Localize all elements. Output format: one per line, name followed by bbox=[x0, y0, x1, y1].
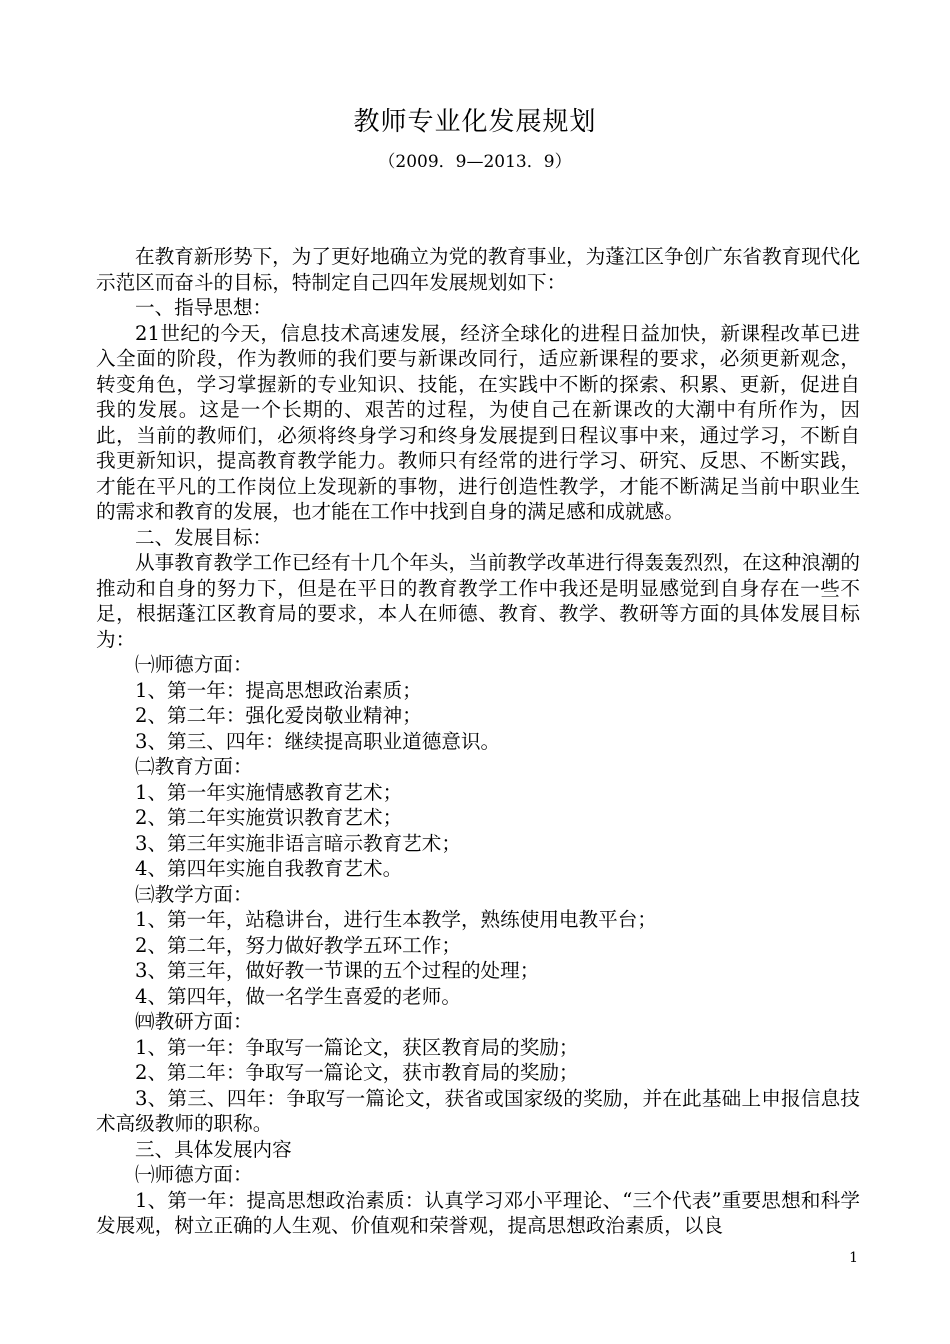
paragraph: 3、第三年，做好教一节课的五个过程的处理； bbox=[135, 959, 540, 982]
page-number: 1 bbox=[849, 1250, 858, 1266]
document-title: 教师专业化发展规划 bbox=[353, 107, 597, 137]
paragraph: 4、第四年，做一名学生喜爱的老师。 bbox=[135, 984, 461, 1008]
paragraph: ㈡教育方面： bbox=[135, 755, 253, 778]
paragraph: 1、第一年，站稳讲台，进行生本教学，熟练使用电教平台； bbox=[135, 908, 657, 931]
paragraph: ㈢教学方面： bbox=[135, 882, 253, 906]
paragraph: ㈠师德方面： bbox=[135, 653, 253, 676]
paragraph: 在教育新形势下，为了更好地确立为党的教育事业，为蓬江区争创广东省教育现代化示范区而奋斗的目标，特制定自己四年发展规划如下： bbox=[96, 245, 860, 294]
paragraph: 一、指导思想： bbox=[135, 296, 273, 319]
paragraph: 1、第一年：争取写一篇论文，获区教育局的奖励； bbox=[135, 1035, 579, 1059]
document-subtitle: （2009．9—2013．9） bbox=[378, 152, 572, 172]
paragraph: ㈣教研方面： bbox=[135, 1010, 253, 1033]
paragraph: 1、第一年：提高思想政治素质； bbox=[135, 678, 422, 702]
paragraph: 三、具体发展内容 bbox=[135, 1137, 292, 1161]
paragraph: 1、第一年：提高思想政治素质：认真学习邓小平理论、“三个代表”重要思想和科学发展观，树立正确的人生观、价值观和荣誉观，提高思想政治素质，以良 bbox=[96, 1188, 860, 1237]
paragraph: 4、第四年实施自我教育艺术。 bbox=[135, 857, 403, 880]
paragraph: 二、发展目标： bbox=[135, 525, 273, 549]
paragraph: 2、第二年，努力做好教学五环工作； bbox=[135, 933, 461, 957]
document-body bbox=[96, 244, 860, 1239]
paragraph: 从事教育教学工作已经有十几个年头，当前教学改革进行得轰轰烈烈，在这种浪潮的推动和自身的努力下，但是在平日的教育教学工作中我还是明显感觉到自身存在一些不足，根据蓬江区教育局的要求，本人在师德、教育、教学、教研等方面的具体发展目标为： bbox=[96, 551, 860, 651]
paragraph: 2、第二年：争取写一篇论文，获市教育局的奖励； bbox=[135, 1061, 579, 1084]
paragraph: 21世纪的今天，信息技术高速发展，经济全球化的进程日益加快，新课程改革已进入全面的阶段，作为教师的我们要与新课改同行，适应新课程的要求，必须更新观念，转变角色，学习掌握新的专业知识、技能，在实践中不断的探索、积累、更新，促进自我的发展。这是一个长期的、艰苦的过程，为使自己在新课改的大潮中有所作为，因此，当前的教师们，必须将终身学习和终身发展提到日程议事中来，通过学习，不断自我更新知识，提高教育教学能力。教师只有经常的进行学习、研究、反思、不断实践，才能在平凡的工作岗位上发现新的事物，进行创造性教学，才能不断满足当前中职业生的需求和教育的发展，也才能在工作中找到自身的满足感和成就感。 bbox=[96, 321, 860, 523]
paragraph: 3、第三、四年：争取写一篇论文，获省或国家级的奖励，并在此基础上申报信息技术高级教师的职称。 bbox=[96, 1086, 860, 1135]
paragraph: 3、第三年实施非语言暗示教育艺术； bbox=[135, 831, 461, 855]
paragraph: 3、第三、四年：继续提高职业道德意识。 bbox=[135, 729, 501, 753]
paragraph: ㈠师德方面： bbox=[135, 1163, 253, 1186]
paragraph: 1、第一年实施情感教育艺术； bbox=[135, 780, 403, 804]
paragraph: 2、第二年：强化爱岗敬业精神； bbox=[135, 704, 422, 727]
paragraph: 2、第二年实施赏识教育艺术； bbox=[135, 806, 403, 829]
